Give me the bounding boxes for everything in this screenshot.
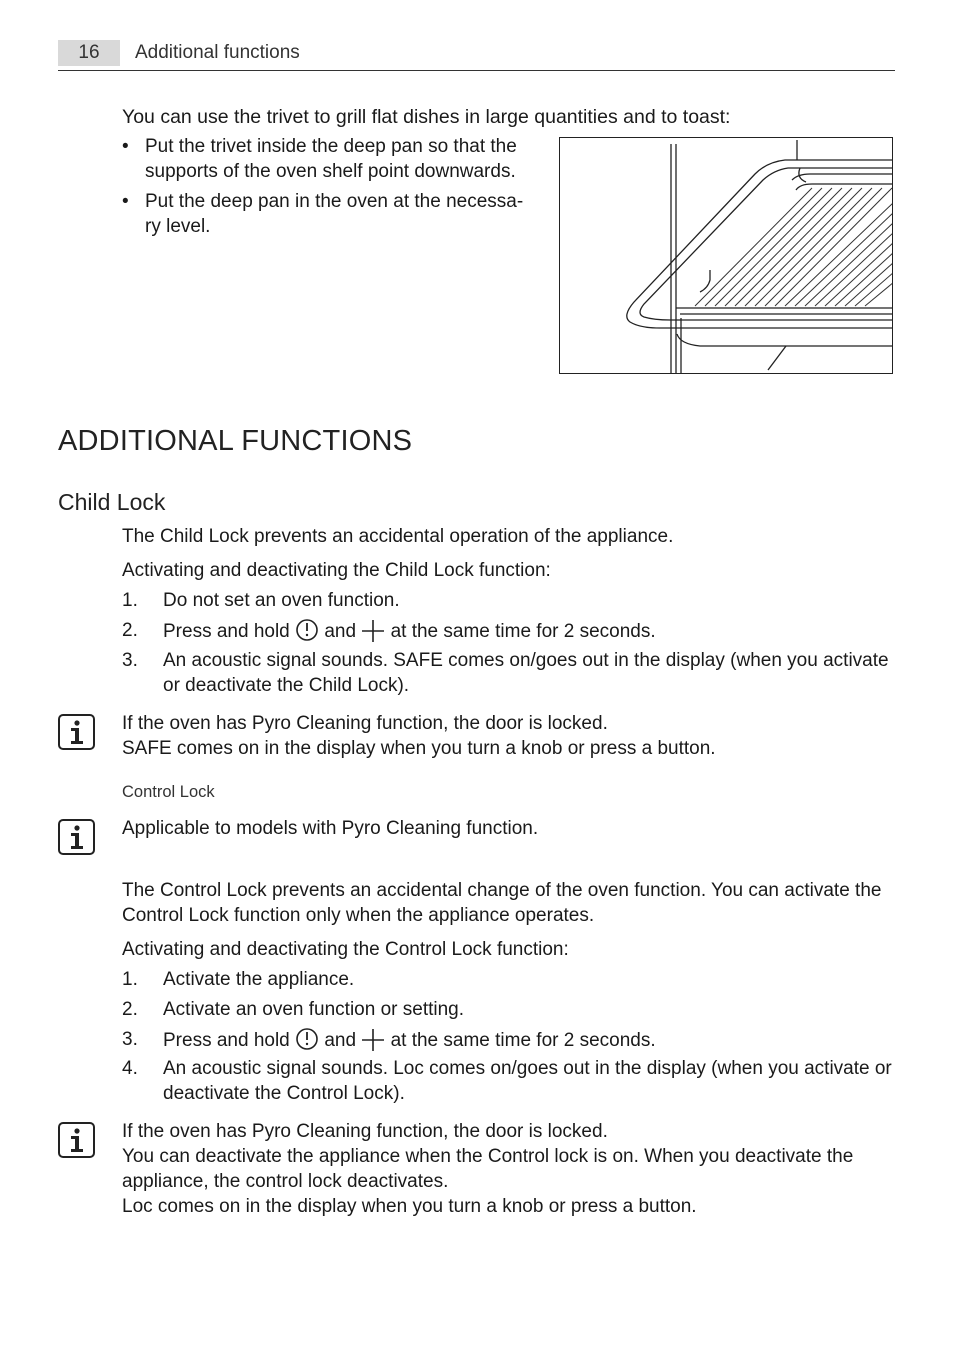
step-number: 2. — [122, 620, 138, 641]
note-line: Loc comes on in the display when you turn a knob or press a button. — [122, 1196, 697, 1217]
clock-icon — [295, 1027, 319, 1051]
child-lock-description: The Child Lock prevents an accidental operation of the appliance. — [122, 526, 674, 547]
step-number: 2. — [122, 999, 138, 1020]
description-line: The Control Lock prevents an accidental change of the oven function. You can activate the — [122, 880, 882, 901]
plus-icon — [361, 1027, 385, 1051]
child-lock-howto: Activating and deactivating the Child Lock function: — [122, 560, 551, 581]
list-item — [122, 648, 892, 698]
bullet-dot: • — [122, 191, 129, 212]
step-text-and: and — [324, 1030, 357, 1051]
list-item — [122, 134, 532, 184]
step-text-after: at the same time for 2 seconds. — [390, 1030, 656, 1051]
bullet-line: Put the deep pan in the oven at the necessa- — [145, 191, 524, 212]
trivet-intro: You can use the trivet to grill flat dishes in large quantities and to toast: — [122, 106, 731, 128]
page-number: 16 — [58, 40, 120, 66]
step-text: Activate the appliance. — [163, 969, 355, 990]
note-line: If the oven has Pyro Cleaning function, the door is locked. — [122, 1121, 608, 1142]
list-item — [122, 588, 892, 613]
note-line: SAFE comes on in the display when you turn a knob or press a button. — [122, 738, 716, 759]
step-text — [163, 618, 892, 644]
step-text: deactivate the Control Lock). — [163, 1083, 405, 1104]
control-lock-howto: Activating and deactivating the Control Lock function: — [122, 939, 569, 960]
child-lock-note — [122, 711, 892, 761]
header-section-title: Additional functions — [135, 42, 300, 63]
note-line: If the oven has Pyro Cleaning function, the door is locked. — [122, 713, 608, 734]
step-text — [163, 1027, 892, 1053]
info-icon — [58, 1122, 95, 1158]
control-lock-heading: Control Lock — [122, 783, 215, 801]
note-line: You can deactivate the appliance when the Control lock is on. When you deactivate the — [122, 1146, 854, 1167]
step-number: 3. — [122, 650, 138, 671]
control-lock-description — [122, 878, 892, 928]
trivet-illustration — [559, 137, 893, 374]
oven-pan-drawing — [560, 138, 893, 374]
step-text: or deactivate the Child Lock). — [163, 675, 410, 696]
step-number: 1. — [122, 969, 138, 990]
plus-icon — [361, 618, 385, 642]
step-text: An acoustic signal sounds. SAFE comes on/goes out in the display (when you activate — [163, 650, 889, 671]
note-line: appliance, the control lock deactivates. — [122, 1171, 449, 1192]
description-line: Control Lock function only when the appliance operates. — [122, 905, 595, 926]
step-text: Activate an oven function or setting. — [163, 999, 465, 1020]
info-icon — [58, 714, 95, 750]
list-item — [122, 967, 892, 992]
list-item — [122, 618, 892, 644]
step-number: 3. — [122, 1029, 138, 1050]
list-item — [122, 1056, 892, 1106]
header-divider — [58, 70, 895, 71]
step-number: 4. — [122, 1058, 138, 1079]
list-item — [122, 997, 892, 1022]
step-text: Do not set an oven function. — [163, 590, 400, 611]
step-text-and: and — [324, 621, 357, 642]
step-text: An acoustic signal sounds. Loc comes on/goes out in the display (when you activate or — [163, 1058, 892, 1079]
control-lock-applicable: Applicable to models with Pyro Cleaning function. — [122, 818, 539, 839]
step-text-after: at the same time for 2 seconds. — [390, 621, 656, 642]
info-icon — [58, 819, 95, 855]
page-title: ADDITIONAL FUNCTIONS — [58, 425, 413, 457]
step-text-before: Press and hold — [163, 621, 290, 642]
bullet-line: Put the trivet inside the deep pan so that the — [145, 136, 517, 157]
step-number: 1. — [122, 590, 138, 611]
child-lock-heading: Child Lock — [58, 489, 166, 515]
list-item — [122, 1027, 892, 1053]
bullet-dot: • — [122, 136, 129, 157]
step-text-before: Press and hold — [163, 1030, 290, 1051]
clock-icon — [295, 618, 319, 642]
bullet-line: supports of the oven shelf point downwards. — [145, 161, 516, 182]
bullet-line: ry level. — [145, 216, 211, 237]
control-lock-note — [122, 1119, 892, 1219]
list-item — [122, 189, 532, 239]
